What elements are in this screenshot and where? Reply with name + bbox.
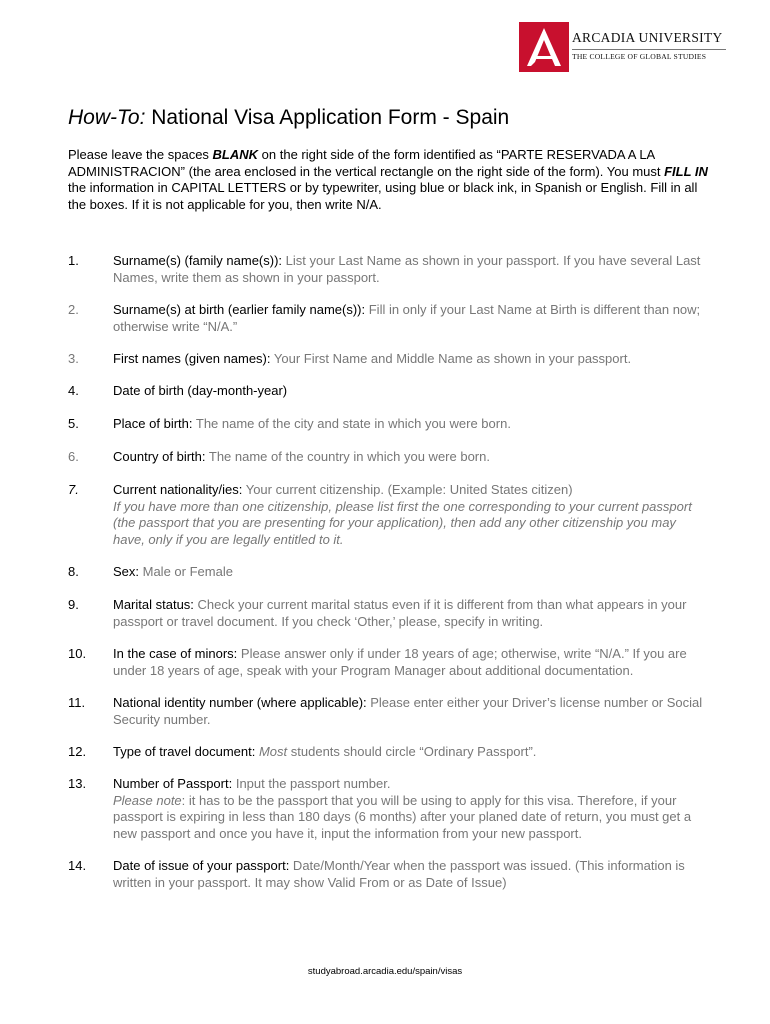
footer-url: studyabroad.arcadia.edu/spain/visas <box>307 966 463 977</box>
title-main: National Visa Application Form - Spain <box>145 106 510 129</box>
item-number: 14. <box>68 858 87 873</box>
list-item-8 <box>68 564 708 581</box>
item-label: Number of Passport: <box>113 776 233 791</box>
title-prefix: How-To: <box>68 106 146 129</box>
list-item-10 <box>68 646 708 679</box>
item-number: 8. <box>68 564 79 579</box>
item-label: Country of birth: <box>113 449 206 464</box>
item-description: Please answer only if under 18 years of age; otherwise, write “N/A.” If you are under 18 years of age, speak with your Program Manager about additional documentation. <box>113 646 687 678</box>
item-description: Male or Female <box>139 564 233 579</box>
item-label: Place of birth: <box>113 416 193 431</box>
list-item-3 <box>68 351 708 368</box>
item-emphasis: Most <box>255 744 288 759</box>
item-description: Fill in only if your Last Name at Birth is different than now; otherwise write “N/A.” <box>113 302 701 334</box>
item-number: 4. <box>68 383 79 398</box>
item-number: 1. <box>68 253 79 268</box>
item-description: Input the passport number. <box>232 776 391 791</box>
item-label: National identity number (where applicable): <box>113 695 367 710</box>
list-item-7 <box>68 482 708 548</box>
intro-text: the information in CAPITAL LETTERS or by typewriter, using blue or black ink, in Spanish or English. Fill in all the boxes. If it is not applicable for you, then write N/A. <box>68 180 698 212</box>
item-label: Sex: <box>113 564 140 579</box>
item-label: Marital status: <box>113 597 194 612</box>
item-number: 7. <box>68 482 79 497</box>
item-label: First names (given names): <box>113 351 271 366</box>
item-description: Date/Month/Year when the passport was issued. (This information is written in your passport. It may show Valid From or as Date of Issue) <box>113 858 685 890</box>
intro-paragraph <box>68 147 708 213</box>
page-title <box>68 106 509 130</box>
item-number: 12. <box>68 744 87 759</box>
item-note-label: Please note <box>113 792 182 808</box>
item-description: The name of the country in which you were born. <box>205 449 490 464</box>
logo-divider <box>572 49 726 50</box>
intro-fill-in-emphasis: FILL IN <box>664 163 708 179</box>
item-label: Type of travel document: <box>113 744 256 759</box>
item-description: List your Last Name as shown in your passport. If you have several Last Names, write them as shown in your passport. <box>113 253 701 285</box>
item-number: 13. <box>68 776 87 791</box>
intro-text: on the right side of the form identified as “PARTE RESERVADA A LA ADMINISTRACION” (the area enclosed in the vertical rectangle on the right side of the form). You must <box>68 147 665 179</box>
item-number: 11. <box>68 695 86 710</box>
intro-text: Please leave the spaces <box>68 147 213 162</box>
intro-blank-emphasis: BLANK <box>212 147 259 162</box>
item-number: 5. <box>68 416 79 431</box>
list-item-5 <box>68 416 708 433</box>
logo-university-name: ARCADIA UNIVERSITY <box>572 30 723 45</box>
item-number: 9. <box>68 597 79 612</box>
item-label: In the case of minors: <box>113 646 238 661</box>
logo-college-name: THE COLLEGE OF GLOBAL STUDIES <box>572 52 707 61</box>
list-item-12 <box>68 744 708 761</box>
list-item-14 <box>68 858 708 891</box>
item-description: Check your current marital status even if it is different from than what appears in your passport or travel document. If you check ‘Other,’ please, specify in writing. <box>113 597 687 629</box>
list-item-6 <box>68 449 708 466</box>
item-description: Your current citizenship. (Example: United States citizen) <box>242 482 573 497</box>
item-note: If you have more than one citizenship, please list first the one corresponding to your current passport (the passport that you are presenting for your application), then add any other citizenship you may have, only if you are legally entitled to it. <box>113 498 692 547</box>
list-item-1 <box>68 253 708 286</box>
list-item-11 <box>68 695 708 728</box>
item-label: Date of birth (day-month-year) <box>113 383 288 398</box>
item-description: Your First Name and Middle Name as shown in your passport. <box>270 351 632 366</box>
item-description: The name of the city and state in which you were born. <box>192 416 511 431</box>
item-description: Please enter either your Driver’s license number or Social Security number. <box>113 695 703 727</box>
list-item-13 <box>68 776 708 842</box>
item-note: : it has to be the passport that you will be using to apply for this visa. Therefore, if your passport is expiring in less than 180 days (6 months) after your planed date of return, you must get a new passport and once you have it, input the information from your new passport. <box>113 792 692 841</box>
item-label: Surname(s) at birth (earlier family name(s)): <box>113 302 366 317</box>
item-label: Date of issue of your passport: <box>113 858 290 873</box>
list-item-9 <box>68 597 708 630</box>
item-number: 6. <box>68 449 79 464</box>
item-number: 10. <box>68 646 87 661</box>
arcadia-a-mark-icon <box>519 22 569 72</box>
item-label: Current nationality/ies: <box>113 482 243 497</box>
list-item-2 <box>68 302 708 335</box>
item-label: Surname(s) (family name(s)): <box>113 253 283 268</box>
item-number: 3. <box>68 351 79 366</box>
item-description: students should circle “Ordinary Passport”. <box>287 744 537 759</box>
item-number: 2. <box>68 302 79 317</box>
list-item-4 <box>68 383 708 400</box>
arcadia-logo <box>519 22 729 72</box>
